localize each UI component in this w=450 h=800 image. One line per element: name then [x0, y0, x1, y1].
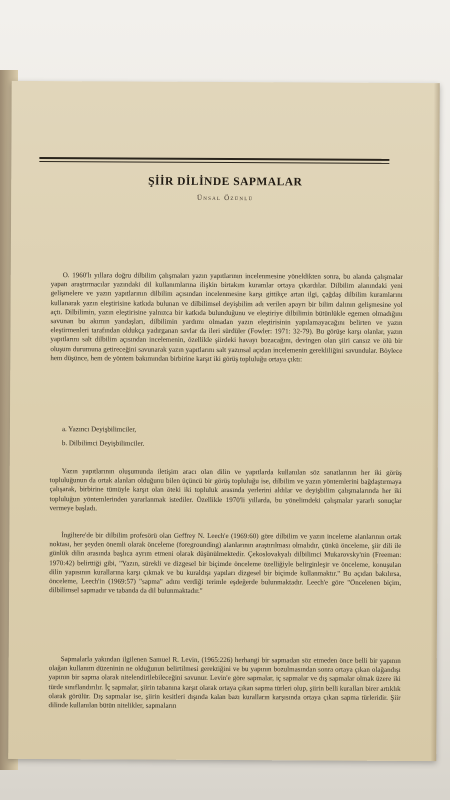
header-rule-thin — [39, 161, 389, 164]
article-title: ŞİİR DİLİNDE SAPMALAR — [148, 175, 303, 189]
list — [62, 425, 362, 455]
paragraph-intro: O. 1960'lı yıllara doğru dilbilim çalışmaları yazın yapıtlarının incelenmesine yöneldikten sonra, bu alanda çalışmalar yapan araştırmacılar yazındaki dil kullanımlarına ilişkin birtakım kuramlar ortaya çıkardılar. Dilbilim alanındaki yeni gelişmelere ve yazın yapıtlarının dilbilim açısından incelenmesine karşı gittikçe artan ilgi, çağdaş dilbilim kuramlarını kullanarak yazın eleştirisine katkıda bulunan ve dilbilimsel deyişbilim adı verilen apayrı bir bilim dalının gelişmesine yol açtı. Dilbilimin, yazın eleştirisine yalnızca bir katkıda bulunduğunu ve eleştiriye dilbilimin bütünlükle egemen olmadığını savunan bu akımın yandaşları, dilbilimin yardımı olmadan yazın eleştirisinin yapılamayacağını belirten ve yazın eleştirmenleri tarafından oldukça yadırganan savlar da ileri sürdüler (Fowler: 1971: 32-79). Bu görüşe karşı olanlar, yazın yapıtlarını salt dilbilim açısından incelemenin, özellikle şiirdeki havayı bozacağını, devingen olan şiiri cansız ve ölü bir oluşum durumuna getireceğini savunarak yazın yapıtlarını salt yazınsal açıdan incelemenin gerekliliğini savundular. Böylece hem düşünce, hem de yöntem bakımından birbirine karşıt iki görüş topluluğu ortaya çıktı: — [50, 271, 403, 364]
paragraph-third-group: Yazın yapıtlarının oluşumunda iletişim aracı olan dilin ve yapıtlarda kullanılan söz sanatlarının her iki görüş topluluğunun da ortak alanları olduğunu bilen üçüncü bir görüş topluluğu ise, dilbilim ve yazın yöntemlerini bağdaştırmaya çalışarak, birbirine tümüyle karşıt olan öteki iki topluluk arasında yerlerini aldılar ve deyişbilim çalışmalarında her iki topluluğun yöntemlerinden yararlanmak istediler. Özellikle 1970'li yıllarda, bu yönelimdeki çalışmalar yararlı sonuçlar vermeye başladı. — [49, 467, 402, 513]
paragraph-levin: Sapmalarla yakından ilgilenen Samuel R. Levin, (1965:226) herhangi bir sapmadan söz etmeden önce belli bir yapının olağan kullanım düzeninin ne olduğunun belirtilmesi gerektiğini ve bu yapının bozulmasından sonra ortaya çıkan olağandışı yapının bir sapma olarak nitelendirilebileceğini savunur. Levin'e göre sapmalar, iç sapmalar ve dış sapmalar olmak üzere iki türde sınıflandırılır. İç sapmalar, şiirin tabanına karşıt olarak ortaya çıkan sapma türleri olup, şiirin belli kuralları birer artıklık olarak görülür. Dış sapmalar ise, şiirin kesitleri dışında kalan bazı kuralların karşısında ortaya çıkan sapma türleridir. Şiir dilinde kullanılan bütün nitelikler, sapmaların — [48, 655, 401, 710]
paragraph-leech: İngiltere'de bir dilbilim profesörü olan Geffrey N. Leech'e (1969:60) göre dilbilim ve yazın inceleme alanlarının ortak noktası, her şeyden önemli olarak önceleme (foregrounding) alanlarının araştırılması olmalıdır, çünkü önceleme, şiir dili ile günlük dilin arasında başlıca ayrım etmeni olarak düşünülmektedir. Çekoslovakyalı dilbilimci Mukarovsky'nin (Freeman: 1970:42) belirttiği gibi, "Yazın, sürekli ve dizgesel bir biçimde önceleme özelliğiyle belirginleşir ve önceleme, konuşulan dilin yapısının kurallarına karşı çıkmak ve bu kuraldışı yapıları dizgesel bir biçimde kullanmaktır." Bu açıdan bakılırsa, önceleme, Leech'in (1969:57) "sapma" adını verdiği terimle eşdeğerde bulunmaktadır. Leech'e göre "Öncelenen biçim, dilbilimsel sapmadır ve tabanda da dil bulunmaktadır." — [49, 531, 402, 596]
article-author: Ünsal Özünlü — [197, 193, 254, 203]
document-page — [8, 81, 440, 761]
list-item: b. Dilbilimci Deyişbilimciler. — [61, 439, 145, 448]
header-rule-thick — [39, 157, 389, 161]
list-item: a. Yazıncı Deyişbilimciler, — [61, 425, 137, 434]
